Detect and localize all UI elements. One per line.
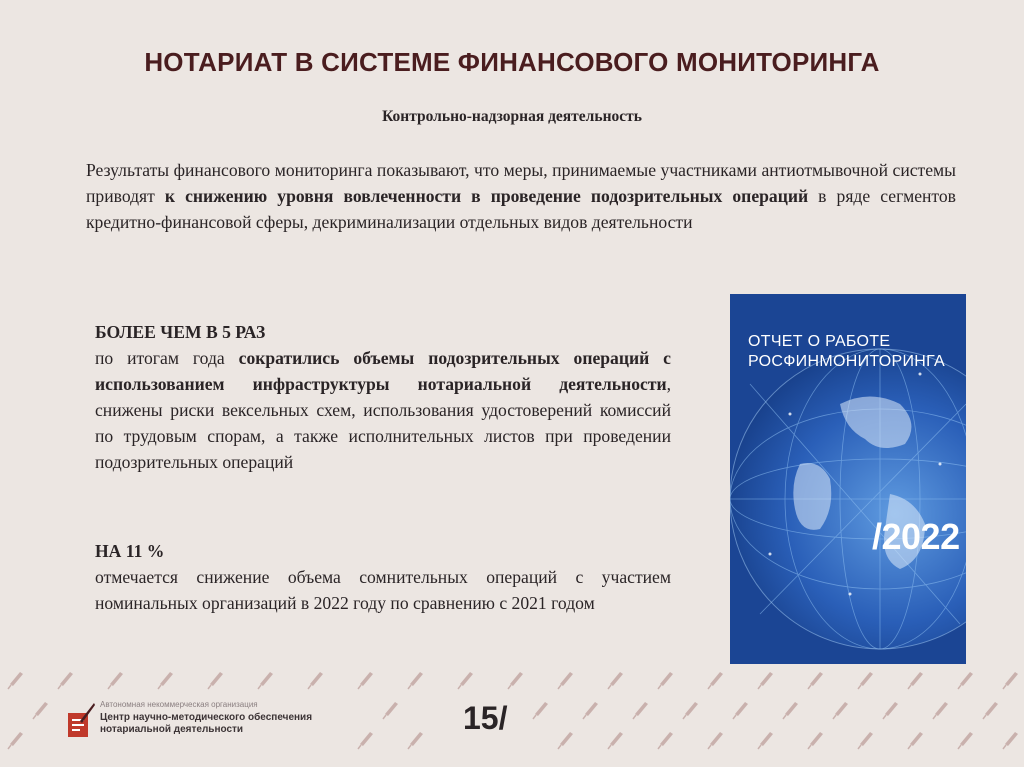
org-name-line1: Центр научно-методического обеспечения — [100, 712, 313, 723]
fact-heading-5x: БОЛЕЕ ЧЕМ В 5 РАЗ — [95, 322, 266, 342]
fact-block-5x — [95, 319, 671, 475]
fact-emphasis-5x: сократились объемы подозрительных операций с использованием инфраструктуры нотариальной деятельности — [95, 348, 671, 394]
slide-subtitle: Контрольно-надзорная деятельность — [382, 108, 642, 125]
cover-title-line2: РОСФИНМОНИТОРИНГА — [748, 353, 945, 370]
quill-logo-icon — [66, 701, 96, 739]
report-cover-image — [730, 294, 966, 664]
cover-title-line1: ОТЧЕТ О РАБОТЕ — [748, 333, 891, 350]
fact-heading-11pct: НА 11 % — [95, 541, 165, 561]
cover-year: /2022 — [872, 516, 960, 557]
intro-text-2: в ряде сегментов кредитно-финансовой сферы, декриминализации отдельных видов деятельности — [86, 186, 956, 232]
intro-emphasis: к снижению уровня вовлеченности в проведение подозрительных операций — [164, 186, 809, 206]
fact-text-5x-2: , снижены риски вексельных схем, использования удостоверений комиссий по трудовым спорам, а также исполнительных листов при проведении подозрительных операций — [95, 374, 671, 472]
org-name — [100, 712, 350, 736]
intro-paragraph — [86, 157, 956, 235]
fact-text-5x-1: по итогам года — [95, 348, 239, 368]
org-name-line2: нотариальной деятельности — [100, 724, 244, 735]
slide-title: НОТАРИАТ В СИСТЕМЕ ФИНАНСОВОГО МОНИТОРИНГА — [144, 47, 880, 77]
intro-text-1: Результаты финансового мониторинга показывают, что меры, принимаемые участниками антиотмывочной системы приводят — [86, 160, 956, 206]
fact-block-11pct — [95, 538, 671, 616]
cover-title — [748, 332, 958, 372]
page-number: 15/ — [463, 700, 508, 736]
org-logo — [64, 697, 354, 747]
org-type: Автономная некоммерческая организация — [100, 700, 258, 709]
fact-text-11pct: отмечается снижение объема сомнительных операций с участием номинальных организаций в 2022 году по сравнению с 2021 годом — [95, 567, 671, 613]
